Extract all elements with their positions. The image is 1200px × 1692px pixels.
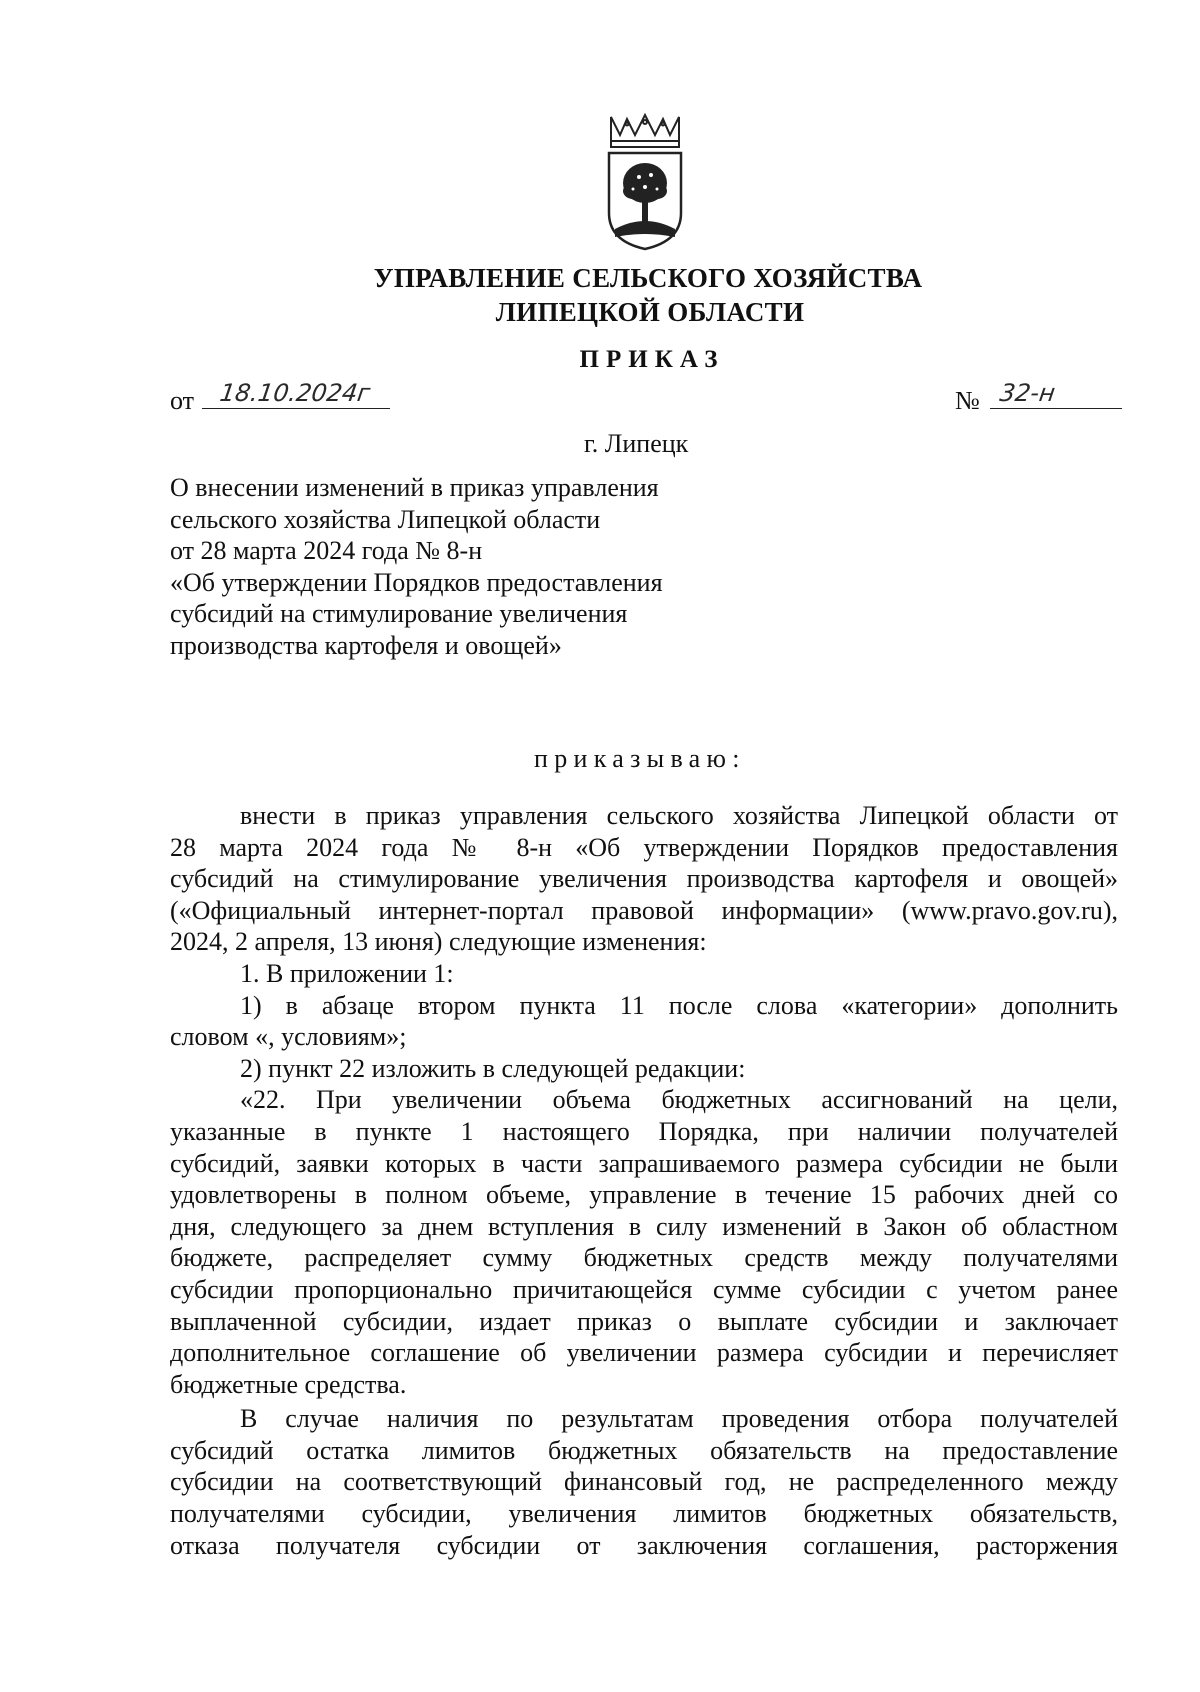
body-line: («Официальный интернет-портал правовой информации» (www.pravo.gov.ru),: [170, 895, 1118, 925]
handwritten-date: 18.10.2024г: [218, 379, 373, 407]
body-line: дня, следующего за днем вступления в силу изменений в Закон об областном: [170, 1211, 1118, 1241]
body-line: бюджетные средства.: [170, 1369, 407, 1399]
number-line: [955, 379, 1122, 415]
body-line: внести в приказ управления сельского хозяйства Липецкой области от: [240, 801, 1118, 830]
org-name-line1: УПРАВЛЕНИЕ СЕЛЬСКОГО ХОЗЯЙСТВА: [373, 263, 923, 293]
subject-line: от 28 марта 2024 года № 8-н: [170, 536, 483, 566]
body-line: выплаченной субсидии, издает приказ о выплате субсидии и заключает: [170, 1306, 1118, 1336]
body-line: субсидий на стимулирование увеличения производства картофеля и овощей»: [170, 864, 1118, 894]
handwritten-number: 32-н: [997, 379, 1057, 407]
body-line: 2024, 2 апреля, 13 июня) следующие изменения:: [170, 927, 707, 957]
body-line: указанные в пункте 1 настоящего Порядка, при наличии получателей: [170, 1116, 1118, 1146]
body-line: «22. При увеличении объема бюджетных ассигнований на цели,: [240, 1085, 1118, 1115]
body-line: бюджете, распределяет сумму бюджетных средств между получателями: [170, 1243, 1118, 1273]
body-line: субсидий, заявки которых в части запрашиваемого размера субсидии не были: [170, 1148, 1118, 1178]
number-prefix: №: [955, 386, 980, 415]
body-line: словом «, условиям»;: [170, 1022, 407, 1052]
date-blank: [202, 379, 390, 409]
number-blank: [990, 379, 1122, 409]
body-line: 28 марта 2024 года № 8-н «Об утверждении Порядков предоставления: [170, 832, 1118, 862]
order-word: приказываю:: [534, 744, 746, 773]
subject-line: сельского хозяйства Липецкой области: [170, 504, 601, 534]
org-name-line2: ЛИПЕЦКОЙ ОБЛАСТИ: [495, 297, 805, 327]
body-line: субсидий остатка лимитов бюджетных обязательств на предоставление: [170, 1435, 1118, 1465]
subject-line: производства картофеля и овощей»: [170, 630, 562, 660]
subject-block: [170, 472, 730, 662]
body-line: 1. В приложении 1:: [240, 958, 454, 988]
body-line: В случае наличия по результатам проведения отбора получателей: [240, 1404, 1118, 1434]
doc-type-title: ПРИКАЗ: [579, 346, 725, 373]
lipetsk-coat-of-arms-icon: [603, 113, 687, 251]
city: г. Липецк: [584, 429, 689, 458]
body-line: 2) пункт 22 изложить в следующей редакции:: [240, 1053, 746, 1083]
subject-line: «Об утверждении Порядков предоставления: [170, 567, 663, 597]
subject-line: субсидий на стимулирование увеличения: [170, 599, 628, 629]
body-line: отказа получателя субсидии от заключения соглашения, расторжения: [170, 1530, 1118, 1560]
body-line: дополнительное соглашение об увеличении размера субсидии и перечисляет: [170, 1338, 1118, 1368]
body-line: 1) в абзаце втором пункта 11 после слова «категории» дополнить: [240, 990, 1118, 1020]
date-prefix: от: [170, 386, 195, 415]
body-line: субсидии пропорционально причитающейся сумме субсидии с учетом ранее: [170, 1274, 1118, 1304]
body-line: получателями субсидии, увеличения лимитов бюджетных обязательств,: [170, 1499, 1118, 1529]
body-line: субсидии на соответствующий финансовый год, не распределенного между: [170, 1467, 1118, 1497]
date-line: [170, 379, 390, 415]
body-line: удовлетворены в полном объеме, управление в течение 15 рабочих дней со: [170, 1180, 1118, 1210]
subject-line: О внесении изменений в приказ управления: [170, 473, 659, 502]
body-text: [170, 800, 1118, 1561]
